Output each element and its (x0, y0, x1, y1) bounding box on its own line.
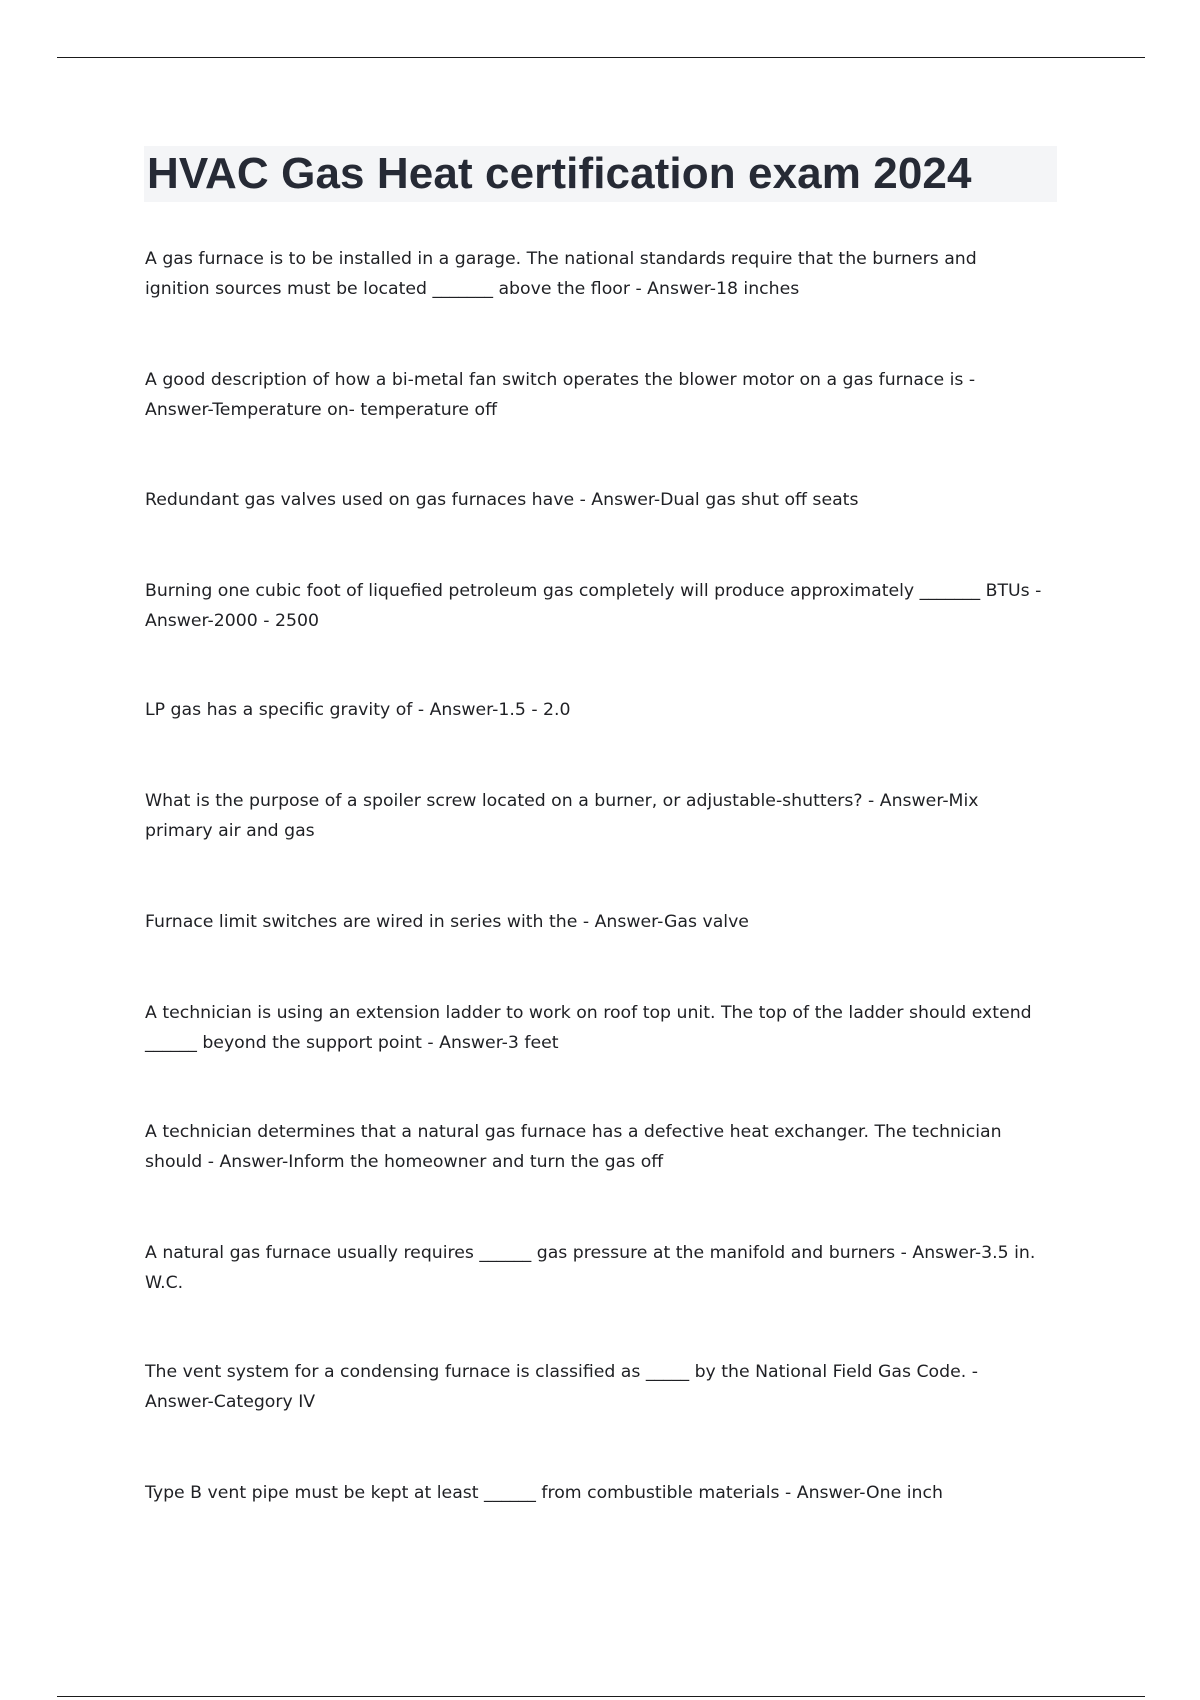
qa-item: Redundant gas valves used on gas furnaces have - Answer-Dual gas shut off seats (145, 490, 859, 510)
qa-item: The vent system for a condensing furnace is classified as _____ by the National Field Gas Code. - Answer-Category IV (145, 1362, 978, 1412)
qa-item: Burning one cubic foot of liquefied petroleum gas completely will produce approximately _______ BTUs - Answer-2000 - 2500 (145, 581, 1042, 631)
qa-item: A good description of how a bi-metal fan switch operates the blower motor on a gas furnace is - Answer-Temperature on- temperature off (145, 370, 976, 420)
top-divider (57, 57, 1145, 58)
qa-item: Type B vent pipe must be kept at least ______ from combustible materials - Answer-One inch (145, 1483, 943, 1503)
qa-item: A natural gas furnace usually requires ______ gas pressure at the manifold and burners - Answer-3.5 in. W.C. (145, 1243, 1036, 1293)
bottom-divider (57, 1696, 1145, 1697)
qa-item: LP gas has a specific gravity of - Answer-1.5 - 2.0 (145, 700, 571, 720)
qa-item: A technician is using an extension ladder to work on roof top unit. The top of the ladder should extend ______ beyond the support point - Answer-3 feet (145, 1003, 1032, 1053)
qa-item: A gas furnace is to be installed in a garage. The national standards require that the burners and ignition sources must be located _______ above the floor - Answer-18 inches (145, 249, 977, 299)
title-banner (144, 146, 1057, 202)
qa-item: Furnace limit switches are wired in series with the - Answer-Gas valve (145, 912, 749, 932)
page-title: HVAC Gas Heat certification exam 2024 (147, 149, 972, 198)
qa-item: A technician determines that a natural gas furnace has a defective heat exchanger. The technician should - Answer-Inform the homeowner and turn the gas off (145, 1122, 1002, 1172)
qa-item: What is the purpose of a spoiler screw located on a burner, or adjustable-shutters? - Answer-Mix primary air and gas (145, 791, 979, 841)
